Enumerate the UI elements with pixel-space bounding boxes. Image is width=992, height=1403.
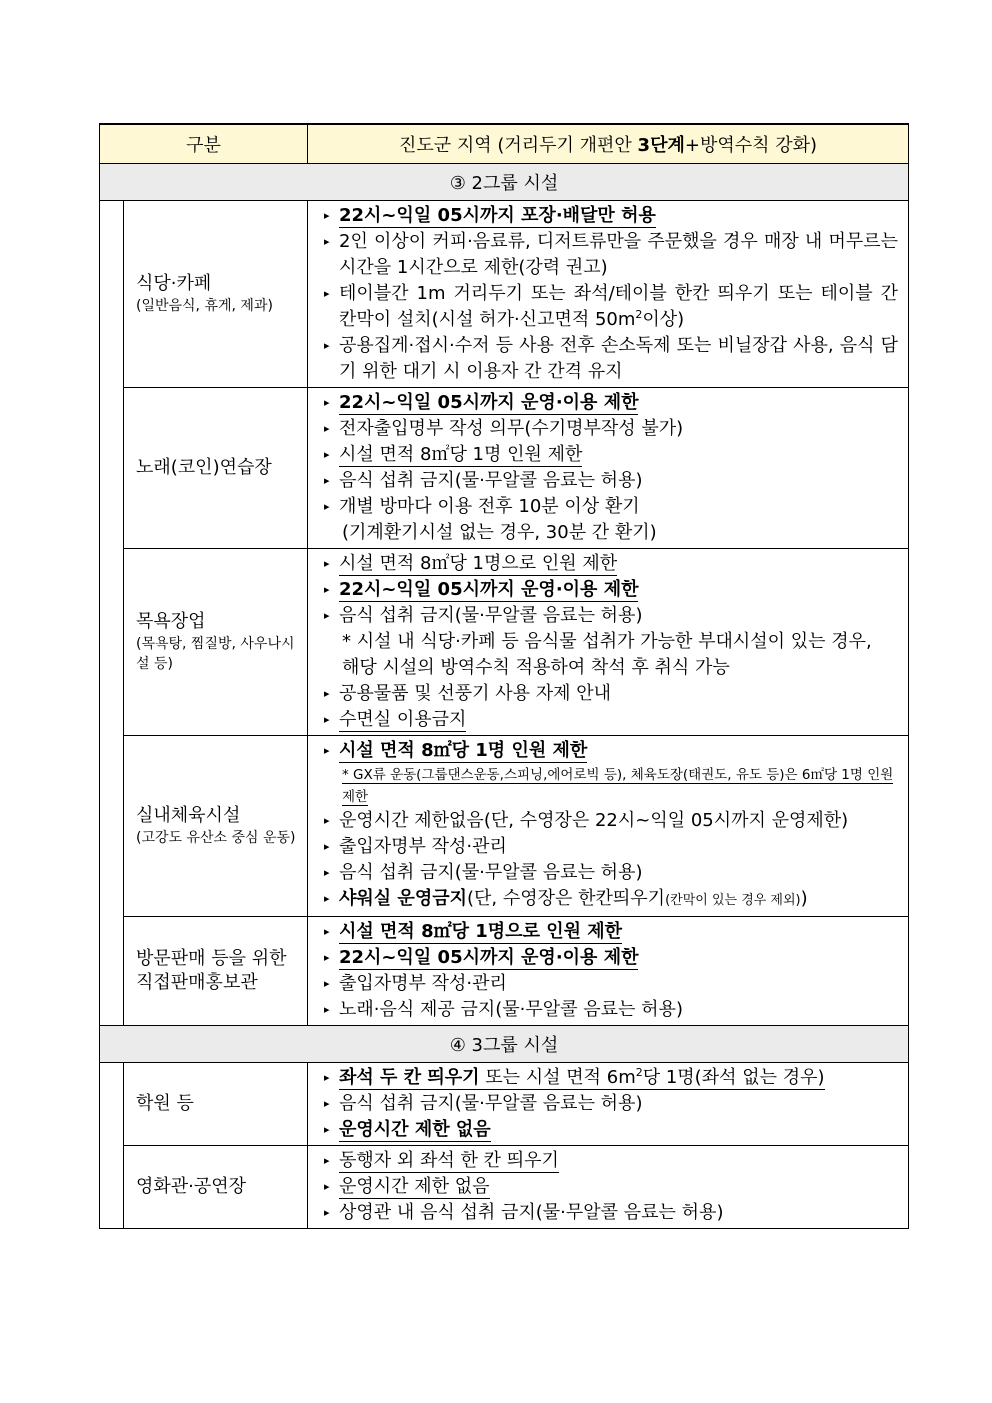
header-category: 구분 [100, 124, 308, 164]
rules-cell [308, 1146, 909, 1229]
category-cell [124, 201, 308, 388]
rule-item [322, 333, 898, 385]
category-cell [124, 917, 308, 1026]
rule-item [322, 997, 898, 1023]
note-line [322, 764, 898, 808]
rule-item [322, 834, 898, 860]
rule-text: 공용집게·접시·수저 등 사용 전후 손소독제 또는 비닐장갑 사용, 음식 담기 위한 대기 시 이용자 간 간격 유지 [339, 335, 898, 382]
bullet-icon: ▸ [324, 474, 330, 487]
rule-item [322, 707, 898, 733]
rule-text: 운영시간 제한 없음 [339, 1176, 490, 1197]
rule-text: 전자출입명부 작성 의무(수기명부작성 불가) [339, 418, 684, 439]
table-row [100, 1063, 909, 1146]
category-cell [124, 388, 308, 549]
table-row [100, 736, 909, 917]
rule-text: 동행자 외 좌석 한 칸 띄우기 [339, 1150, 559, 1171]
rule-item [322, 1148, 898, 1174]
rule-text: 운영시간 제한 없음 [339, 1119, 491, 1140]
table-row [100, 201, 909, 388]
rule-text: 음식 섭취 금지(물·무알콜 음료는 허용) [339, 1093, 643, 1114]
category-cell [124, 736, 308, 917]
rule-item [322, 1174, 898, 1200]
table-row [100, 1146, 909, 1229]
bullet-icon: ▸ [324, 396, 330, 409]
continuation-line: (기계환기시설 없는 경우, 30분 간 환기) [342, 522, 657, 543]
note-text: * GX류 운동(그룹댄스운동,스피닝,에어로빅 등), 체육도장(태권도, 유도 등)은 6㎡당 1명 인원 제한 [342, 767, 894, 805]
rule-item [322, 919, 898, 945]
bullet-icon: ▸ [324, 583, 330, 596]
header-region [308, 124, 909, 164]
rule-item [322, 1117, 898, 1143]
rule-text: 22시~익일 05시까지 운영·이용 제한 [339, 947, 639, 968]
rule-item [322, 577, 898, 603]
group-spacer-cell [100, 1063, 124, 1229]
rule-text: 운영시간 제한없음(단, 수영장은 22시~익일 05시까지 운영제한) [339, 810, 849, 831]
rule-item [322, 1200, 898, 1226]
facility-rules-table [99, 123, 909, 1229]
rule-text: 시설 면적 8㎡당 1명으로 인원 제한 [339, 921, 623, 942]
rule-text: 공용물품 및 선풍기 사용 자제 안내 [339, 683, 612, 704]
bullet-icon: ▸ [324, 422, 330, 435]
rule-text-bold: 좌석 두 칸 띄우기 [339, 1067, 480, 1088]
rule-item [322, 390, 898, 416]
rule-item [322, 494, 898, 520]
category-cell [124, 1146, 308, 1229]
rule-text: 시설 면적 8㎡당 1명으로 인원 제한 [339, 553, 618, 574]
rule-text: 노래·음식 제공 금지(물·무알콜 음료는 허용) [339, 999, 683, 1020]
table-header-row [100, 124, 909, 164]
rule-text: 음식 섭취 금지(물·무알콜 음료는 허용) [339, 605, 643, 626]
bullet-icon: ▸ [324, 892, 330, 905]
rules-cell [308, 736, 909, 917]
group-spacer-cell [100, 201, 124, 1026]
rule-item [322, 416, 898, 442]
bullet-icon: ▸ [324, 1071, 330, 1084]
bullet-icon: ▸ [324, 235, 330, 248]
rule-item [322, 281, 898, 333]
bullet-icon: ▸ [324, 1206, 330, 1219]
rule-text: 22시~익일 05시까지 운영·이용 제한 [339, 392, 639, 413]
rule-item [322, 551, 898, 577]
rule-item [322, 738, 898, 764]
category-name: 영화관·공연장 [136, 1176, 247, 1197]
rule-text: 시설 면적 8㎡당 1명 인원 제한 [339, 444, 583, 465]
bullet-icon: ▸ [324, 1003, 330, 1016]
rules-cell [308, 549, 909, 736]
rule-item [322, 860, 898, 886]
bullet-icon: ▸ [324, 209, 330, 222]
rule-item [322, 603, 898, 629]
category-subtitle: (일반음식, 휴게, 제과) [136, 298, 273, 314]
rules-cell [308, 388, 909, 549]
table-row [100, 917, 909, 1026]
bullet-icon: ▸ [324, 500, 330, 513]
rule-text-bold: 샤워실 운영금지 [339, 888, 467, 909]
category-cell [124, 549, 308, 736]
rule-text: 출입자명부 작성·관리 [339, 836, 507, 857]
table-row [100, 388, 909, 549]
category-name: 학원 등 [136, 1093, 194, 1114]
rule-text: 2인 이상이 커피·음료류, 디저트류만을 주문했을 경우 매장 내 머무르는 시간을 1시간으로 제한(강력 권고) [339, 231, 898, 278]
rules-cell [308, 917, 909, 1026]
rule-item [322, 468, 898, 494]
category-subtitle: (고강도 유산소 중심 운동) [136, 830, 296, 846]
rule-item [322, 442, 898, 468]
group-header-row [100, 164, 909, 201]
bullet-icon: ▸ [324, 1154, 330, 1167]
category-name: 노래(코인)연습장 [136, 457, 272, 478]
bullet-icon: ▸ [324, 557, 330, 570]
bullet-icon: ▸ [324, 977, 330, 990]
rule-text: 출입자명부 작성·관리 [339, 973, 507, 994]
rule-item [322, 945, 898, 971]
group-title: ③ 2그룹 시설 [100, 164, 909, 201]
bullet-icon: ▸ [324, 1123, 330, 1136]
category-cell [124, 1063, 308, 1146]
rule-item [322, 971, 898, 997]
bullet-icon: ▸ [324, 1180, 330, 1193]
rule-text: 수면실 이용금지 [339, 709, 467, 730]
rule-text: 시설 면적 8㎡당 1명 인원 제한 [339, 740, 588, 761]
bullet-icon: ▸ [324, 744, 330, 757]
rule-text: 샤워실 운영금지(단, 수영장은 한칸띄우기(칸막이 있는 경우 제외)) [339, 888, 808, 909]
bullet-icon: ▸ [324, 713, 330, 726]
bullet-icon: ▸ [324, 814, 330, 827]
note-line: * 시설 내 식당·카페 등 음식물 섭취가 가능한 부대시설이 있는 경우, [342, 631, 872, 652]
rule-text: 22시~익일 05시까지 포장·배달만 허용 [339, 205, 656, 226]
note-line: 해당 시설의 방역수칙 적용하여 착석 후 취식 가능 [342, 657, 730, 678]
rule-item [322, 886, 898, 914]
group-header-row [100, 1026, 909, 1063]
header-region-prefix: 진도군 지역 (거리두기 개편안 [398, 135, 638, 156]
rule-item [322, 203, 898, 229]
superscript-2: 2 [635, 308, 643, 321]
table-row [100, 549, 909, 736]
bullet-icon: ▸ [324, 951, 330, 964]
rule-item [322, 1091, 898, 1117]
category-name: 방문판매 등을 위한 직접판매홍보관 [136, 948, 287, 993]
category-name: 실내체육시설 [136, 805, 241, 826]
category-name: 식당·카페 [136, 273, 212, 294]
bullet-icon: ▸ [324, 287, 330, 300]
bullet-icon: ▸ [324, 866, 330, 879]
bullet-icon: ▸ [324, 840, 330, 853]
rule-item [322, 681, 898, 707]
rule-text: 개별 방마다 이용 전후 10분 이상 환기 [339, 496, 640, 517]
rule-text: 좌석 두 칸 띄우기 또는 시설 면적 $6m^2$당 1명(좌석 없는 경우) [339, 1066, 825, 1088]
bullet-icon: ▸ [324, 448, 330, 461]
rule-item [322, 1065, 898, 1091]
category-subtitle: (목욕탕, 찜질방, 사우나시설 등) [136, 636, 295, 672]
rules-cell [308, 1063, 909, 1146]
superscript-2: 2 [635, 1066, 643, 1079]
header-region-suffix: +방역수칙 강화) [684, 135, 818, 156]
bullet-icon: ▸ [324, 609, 330, 622]
rule-text: 상영관 내 음식 섭취 금지(물·무알콜 음료는 허용) [339, 1202, 724, 1223]
rule-item [322, 808, 898, 834]
bullet-icon: ▸ [324, 925, 330, 938]
header-region-level: 3단계 [637, 135, 685, 156]
rule-text: 음식 섭취 금지(물·무알콜 음료는 허용) [339, 862, 643, 883]
rule-text: 테이블간 1m 거리두기 또는 좌석/테이블 한칸 띄우기 또는 테이블 간 칸막이 설치(시설 허가·신고면적 $50m^2$이상) [339, 283, 898, 330]
rule-item [322, 229, 898, 281]
bullet-icon: ▸ [324, 1097, 330, 1110]
group-title: ④ 3그룹 시설 [100, 1026, 909, 1063]
rule-text: 음식 섭취 금지(물·무알콜 음료는 허용) [339, 470, 643, 491]
category-name: 목욕장업 [136, 611, 206, 632]
rules-cell [308, 201, 909, 388]
rule-text: 22시~익일 05시까지 운영·이용 제한 [339, 579, 639, 600]
bullet-icon: ▸ [324, 687, 330, 700]
rule-text-small: (칸막이 있는 경우 제외) [665, 893, 801, 908]
bullet-icon: ▸ [324, 339, 330, 352]
